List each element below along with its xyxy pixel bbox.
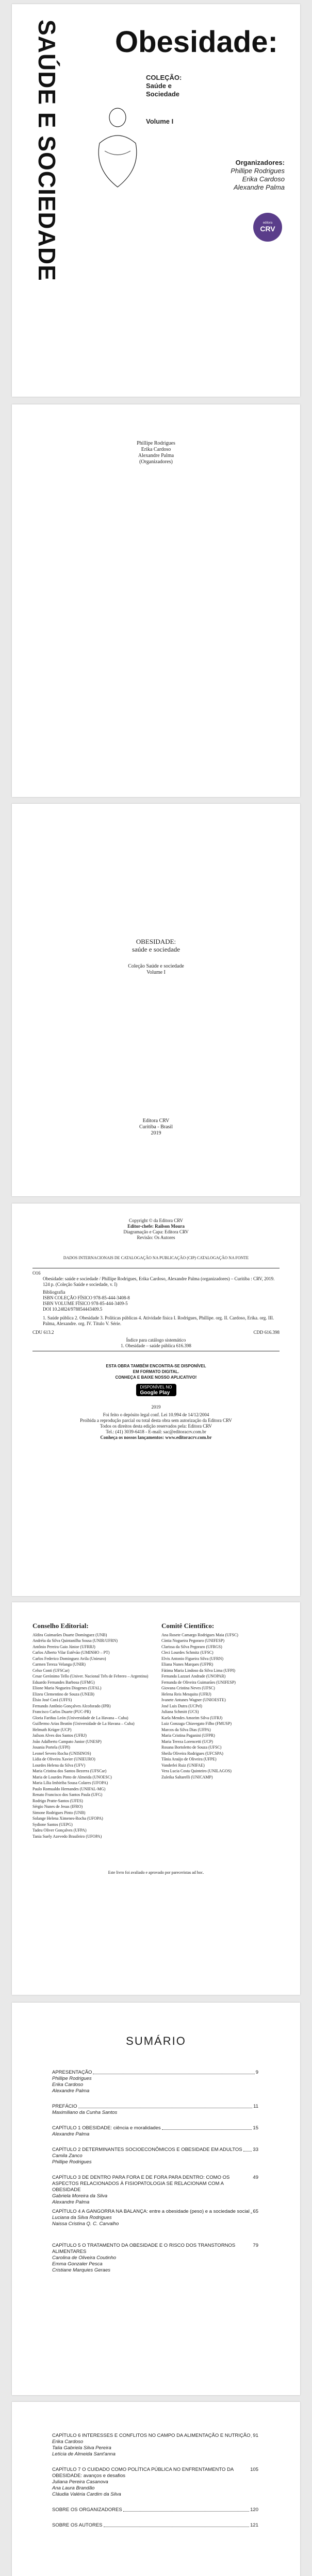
leader-dots <box>243 2147 252 2151</box>
summary-entry-author: Ana Laura Brandão <box>52 2485 95 2491</box>
org-name: Erika Cardoso <box>141 447 171 452</box>
logo-sub: editora <box>262 222 273 225</box>
org-role: (Organizadores) <box>139 459 173 465</box>
board-member: Vanderlei Ruiz (UNIFAE) <box>161 1762 205 1768</box>
leader-dots <box>251 2433 252 2437</box>
board-member: Cleci Lourdes Schmitz (UFSC) <box>161 1650 214 1655</box>
title-line: OBESIDADE: <box>136 938 176 945</box>
cover-volume: Volume I <box>146 117 174 125</box>
board-member: Gloria Fariñas León (Universidade de La Havana – Cuba) <box>32 1715 128 1720</box>
board-member: Cíntia Nogueira Pegoraro (UNIFESP) <box>161 1638 224 1643</box>
copyright-credits <box>12 1218 300 1241</box>
summary-entry-title: SOBRE OS ORGANIZADORES <box>52 2507 122 2513</box>
cover-vertical-title <box>32 20 63 380</box>
summary-entry[interactable] <box>52 2522 258 2529</box>
organizers-label: Organizadores: <box>235 159 285 166</box>
board-member: Paulo Romualdo Hernandes (UNIFAL-MG) <box>32 1786 106 1791</box>
board-member: Zuleika Saltarelli (UNICAMP) <box>161 1774 213 1780</box>
board-member: Carlos Alberto Vilar Estêvão (UMINHO – PT) <box>32 1650 110 1655</box>
board-member: Cesar Gerónimo Tello (Univer. Nacional Três de Febrero – Argentina) <box>32 1674 149 1679</box>
summary-entry-author: Alexandre Palma <box>52 2088 90 2094</box>
summary-entry[interactable] <box>52 2104 258 2116</box>
board-member: Fátima Maria Lindoso da Silva Lima (UFPI) <box>161 1668 236 1673</box>
editorial-board-title: Conselho Editorial: <box>32 1622 89 1630</box>
board-member: Josania Portela (UFPI) <box>32 1745 70 1750</box>
summary-entry-author: Gabriela Moreira da Silva <box>52 2193 108 2199</box>
organizer-name: Erika Cardoso <box>242 175 285 183</box>
organizer-name: Phillipe Rodrigues <box>231 167 285 175</box>
legal-line: Proibida a reprodução parcial ou total desta obra sem autorização da Editora CRV <box>80 1418 232 1423</box>
board-member: Luiz Gonzaga Chiavegato Filho (FMUSP) <box>161 1721 232 1726</box>
board-member: Maria Cristina Paganini (UFPR) <box>161 1733 215 1738</box>
legal-line: Tel.: (41) 3039-6418 - E-mail: sac@editoracrv.com.br <box>106 1429 206 1434</box>
ebook-notice <box>12 1363 300 1380</box>
legal-notice <box>12 1412 300 1440</box>
summary-entry-page: 105 <box>250 2467 258 2472</box>
scientific-committee-title: Comitê Científico: <box>161 1622 215 1630</box>
leader-dots <box>123 2507 249 2512</box>
half-title-names <box>12 440 300 465</box>
summary-entry-author: Cláudia Valéria Cardim da Silva <box>52 2492 121 2497</box>
ebook-line: CONHEÇA E BAIXE NOSSO APLICATIVO! <box>115 1375 197 1380</box>
board-member: Renato Francisco dos Santos Paula (UFG) <box>32 1792 103 1797</box>
summary-entry-page: 49 <box>253 2175 258 2180</box>
board-member: Elvis Antonio Figueira Silva (UFRN) <box>161 1656 223 1661</box>
board-member: Ivanete Antunes Wagner (UNIOESTE) <box>161 1698 226 1702</box>
cip-bibliography: Bibliografia <box>43 1290 65 1295</box>
org-name: Alexandre Palma <box>138 453 174 459</box>
ebook-line: EM FORMATO DIGITAL. <box>133 1369 179 1374</box>
cover-illustration <box>89 102 146 190</box>
board-member: Marcos da Silva Dias (UFPA) <box>161 1727 211 1732</box>
board-member: Elione Maria Nogueira Diogenes (UFAL) <box>32 1686 102 1690</box>
board-member: Vera Lucia Costa Quinteiro (UNILAGOS) <box>161 1769 232 1773</box>
imprint <box>12 1118 300 1137</box>
board-member: Sérgio Nunes de Jesus (IFRO) <box>32 1804 83 1809</box>
index-label: Índice para catálogo sistemático <box>126 1337 186 1343</box>
board-member: Guillermo Arias Beatón (Universidade de La Havana – Cuba) <box>32 1721 135 1726</box>
board-member: Fernanda de Oliveira Guimarães (UNIFESP) <box>161 1680 236 1685</box>
board-member: Fernanda Lazzari Andrade (UNOPAR) <box>161 1674 226 1679</box>
board-member: Eliana Nunes Marques (UFPR) <box>161 1662 214 1667</box>
summary-entry-title: CAPÍTULO 5 O TRATAMENTO DA OBESIDADE E O RISCO DOS TRANSTORNOS ALIMENTARES <box>52 2243 236 2255</box>
cip-record <box>32 1268 280 1351</box>
summary-entry-author: Letícia de Almeida Sant'anna <box>52 2451 116 2457</box>
leader-dots <box>78 2104 253 2108</box>
board-member: Maria Cristina dos Santos Bezerra (UFSCar) <box>32 1769 107 1773</box>
editorial-board-list <box>32 1632 151 1840</box>
board-member: Solange Helena Ximenes-Rocha (UFOPA) <box>32 1816 103 1821</box>
legal-line: Conheça os nossos lançamentos: www.editoracrv.com.br <box>100 1435 212 1440</box>
board-member: Fernando Antônio Gonçalves Alcoforado (IPB) <box>32 1703 111 1708</box>
city: Curitiba - Brasil <box>139 1124 173 1130</box>
board-member: Lídia de Oliveira Xavier (UNIEURO) <box>32 1757 95 1761</box>
year: 2019 <box>151 1130 161 1136</box>
summary-entry-title: CAPÍTULO 2 DETERMINANTES SOCIOECONÔMICOS E OBESIDADE EM ADULTOS <box>52 2147 242 2153</box>
cover-title: Obesidade: <box>115 25 278 59</box>
summary-entry-author: Phillipe Rodrigues <box>52 2076 92 2081</box>
cip-title: DADOS INTERNACIONAIS DE CATALOGAÇÃO NA PUBLICAÇÃO (CIP) CATALOGAÇÃO NA FONTE <box>63 1256 249 1260</box>
summary-entry-title: CAPÍTULO 6 INTERESSES E CONFLITOS NO CAMPO DA ALIMENTAÇÃO E NUTRIÇÃO <box>52 2433 251 2438</box>
summary-entry-page: 91 <box>253 2433 258 2438</box>
board-member: Andréia da Silva Quintanilha Sousa (UNIR/UFRN) <box>32 1638 118 1643</box>
cip-text: Obesidade: saúde e sociedade / Phillipe Rodrigues, Erika Cardoso, Alexandre Palma (organizadores) – Curitiba : CRV, 2019. 124 p. (Coleção Saúde e sociedade, v. I) <box>43 1276 275 1287</box>
summary-entry[interactable] <box>52 2467 258 2498</box>
board-member: João Adalberto Campato Junior (UNESP) <box>32 1739 102 1744</box>
cdu: CDU 613.2 <box>32 1330 54 1335</box>
logo-text: CRV <box>260 225 275 233</box>
board-member: Antônio Pereira Gaio Júnior (UFRRJ) <box>32 1644 95 1649</box>
summary-entry-page: 33 <box>253 2147 258 2153</box>
summary-entry[interactable] <box>52 2070 258 2094</box>
board-member: Tania Suely Azevedo Brasileiro (UFOPA) <box>32 1834 102 1839</box>
summary-entry-author: Phillipe Rodrigues <box>52 2159 92 2165</box>
cover-organizers <box>231 159 285 192</box>
summary-entry-author: Luciana da Silva Rodrigues <box>52 2215 112 2221</box>
copyright-page <box>12 1204 300 1596</box>
summary-entry-author: Camila Zanco <box>52 2153 83 2159</box>
summary-entry-author: Erika Cardoso <box>52 2082 84 2088</box>
summary-entry[interactable] <box>52 2147 258 2165</box>
summary-entry-page: 15 <box>253 2125 258 2131</box>
board-member: Sheila Oliveira Rodrigues (UFCSPA) <box>161 1751 223 1756</box>
board-member: Eduardo Fernandes Barbosa (UFMG) <box>32 1680 95 1685</box>
title-line: saúde e sociedade <box>132 945 180 953</box>
board-member: Rodrigo Pratte-Santos (UFES) <box>32 1798 83 1803</box>
summary-entry[interactable] <box>52 2175 258 2206</box>
summary-entry[interactable] <box>52 2433 258 2458</box>
credit-line: Diagramação e Capa: Editora CRV <box>123 1229 189 1234</box>
summary-entry-title: CAPÍTULO 4 A GANGORRA NA BALANÇA: entre a obesidade (peso) e a sociedade social <box>52 2209 250 2214</box>
board-member: Lourdes Helena da Silva (UFV) <box>32 1762 86 1768</box>
board-member: Helena Reis Mesquita (UFRJ) <box>161 1691 211 1697</box>
book-title <box>12 938 300 953</box>
summary-entry[interactable] <box>52 2243 258 2274</box>
leader-dots <box>93 2070 254 2074</box>
board-member: Francisco Carlos Duarte (PUC-PR) <box>32 1709 91 1714</box>
board-member: Tadeu Oliver Gonçalves (UFPA) <box>32 1828 87 1833</box>
summary-entry-title: SOBRE OS AUTORES <box>52 2522 103 2528</box>
board-member: Helmuth Krüger (UCP) <box>32 1727 72 1732</box>
summary-entry-title: CAPÍTULO 1 OBESIDADE: ciência e moralidades <box>52 2125 161 2131</box>
collection-line: Saúde e <box>146 82 172 90</box>
summary-entry[interactable] <box>52 2125 258 2138</box>
google-play-badge[interactable] <box>136 1384 176 1396</box>
ebook-line: ESTA OBRA TAMBÉM ENCONTRA-SE DISPONÍVEL <box>106 1364 206 1368</box>
summary-entry-title: APRESENTAÇÃO <box>52 2070 92 2075</box>
publisher: Editora CRV <box>142 1118 170 1124</box>
board-member: Maria de Lourdes Pinto de Almeida (UNOESC) <box>32 1774 112 1780</box>
scientific-committee <box>161 1623 280 1780</box>
summary-entry-title: PREFÁCIO <box>52 2104 77 2109</box>
legal-line: Foi feito o depósito legal conf. Lei 10.994 de 14/12/2004 <box>103 1412 209 1417</box>
collection-name: Coleção Saúde e sociedade <box>128 963 184 969</box>
summary-entry-title: CAPÍTULO 7 O CUIDADO COMO POLÍTICA PÚBLICA NO ENFRENTAMENTO DA OBESIDADE: avanços e desafios <box>52 2467 234 2479</box>
board-member: Karla Mendes Amorim Silva (UFRJ) <box>161 1715 223 1720</box>
board-member: Tânia Araújo de Oliveira (UFPE) <box>161 1757 217 1761</box>
cdd: CDD 616.398 <box>253 1330 280 1335</box>
organizer-name: Alexandre Palma <box>234 183 285 191</box>
board-member: Celso Conti (UFSCar) <box>32 1668 70 1673</box>
summary-entry-page: 120 <box>250 2507 258 2513</box>
leader-dots <box>162 2125 252 2130</box>
board-member: Ana Rosete Camargo Rodrigues Maia (UFSC) <box>161 1632 238 1637</box>
cip-code: O16 <box>32 1270 41 1276</box>
collection-label <box>146 74 182 98</box>
summary-entry-page: 65 <box>253 2209 258 2214</box>
volume-name: Volume I <box>146 970 166 975</box>
credit-line: Copyright © da Editora CRV <box>128 1218 184 1223</box>
credit-line: Editor-chefe: Railson Moura <box>127 1224 185 1229</box>
summary-entry-page: 11 <box>253 2104 258 2109</box>
credit-line: Revisão: Os Autores <box>137 1235 175 1240</box>
summary-entry-author: Alexandre Palma <box>52 2131 90 2137</box>
leader-dots <box>104 2522 250 2527</box>
board-member: Jailson Alves dos Santos (UFRJ) <box>32 1733 87 1738</box>
summary-entry-author: Alexandre Palma <box>52 2199 90 2205</box>
doi: DOI 10.24824/978854443409.5 <box>43 1307 103 1312</box>
board-member: José Luis Dutra (UCPel) <box>161 1703 202 1708</box>
summary-page <box>12 2003 300 2395</box>
summary-entry-author: Cristiane Marquies Geraes <box>52 2267 110 2273</box>
peer-review-note: Este livro foi avaliado e aprovado por pareceristas ad hoc. <box>108 1870 204 1875</box>
google-play-badge-wrap <box>12 1384 300 1396</box>
store-top: DISPONÍVEL NO <box>140 1385 172 1389</box>
board-member: Clarissa da Silva Pegoraro (UFRGS) <box>161 1644 222 1649</box>
board-member: Aldira Guimarães Duarte Domínguez (UNB) <box>32 1632 107 1637</box>
isbn: ISBN VOLUME FÍSICO 978-85-444-3409-5 <box>43 1301 128 1306</box>
isbn: ISBN COLEÇÃO FÍSICO 978-85-444-3408-8 <box>43 1295 130 1300</box>
board-member: Simone Rodrigues Pinto (UNB) <box>32 1810 86 1815</box>
summary-entry[interactable] <box>52 2507 258 2513</box>
board-member: Giovana Cristina Neves (UFSC) <box>161 1686 215 1690</box>
legal-line: Todos os direitos desta edição reservados pela: Editora CRV <box>100 1423 212 1429</box>
summary-entry[interactable] <box>52 2209 258 2227</box>
board-member: Carlos Federico Dominguez Avila (Unieuro) <box>32 1656 106 1661</box>
org-name: Phillipe Rodrigues <box>137 440 175 446</box>
vertical-title-text: SAÚDE E SOCIEDADE <box>34 20 60 281</box>
board-member: Élsio José Corá (UFFS) <box>32 1698 72 1702</box>
summary-entry-author: Talia Gabriela Silva Pereira <box>52 2445 111 2451</box>
summary-title: SUMÁRIO <box>126 2035 186 2047</box>
summary-entry-page: 9 <box>255 2070 258 2075</box>
editorial-board <box>32 1623 151 1839</box>
collection-line: Sociedade <box>146 90 180 98</box>
crv-logo <box>253 213 282 242</box>
summary-entry-author: Erika Cardoso <box>52 2439 84 2445</box>
summary-entry-page: 121 <box>250 2522 258 2528</box>
collection-line: COLEÇÃO: <box>146 74 182 81</box>
scientific-committee-list <box>161 1632 280 1781</box>
summary-entry-author: Emma Gonzaler Pesca <box>52 2261 103 2267</box>
summary-entry-author: Carolina de Oliveira Coutinho <box>52 2255 117 2261</box>
board-member: Maria Lília Imbiriba Sousa Colares (UFOPA) <box>32 1781 108 1785</box>
board-member: Juliana Schmitt (UCS) <box>161 1709 199 1714</box>
board-member: Carmen Tereza Velanga (UNIR) <box>32 1662 86 1667</box>
board-member: Maria Tereza Lorencetti (UCP) <box>161 1739 213 1744</box>
council-page <box>12 1602 300 1995</box>
copyright-year: 2019 <box>151 1404 161 1410</box>
cip-subjects: 1. Saúde pública 2. Obesidade 3. Políticas públicas 4. Atividade física I. Rodrigues, Phillipe. org. II. Cardoso, Erika. org. III. Palma, Alexandre. org. IV. Título V. Série. <box>43 1315 274 1326</box>
summary-entry-author: Maximiliano da Cunha Santos <box>52 2110 118 2115</box>
summary-entry-page: 79 <box>253 2243 258 2248</box>
summary-entry-author: Naissa Cristina Q. C. Carvalho <box>52 2221 119 2227</box>
board-member: Elizeu Clementino de Souza (UNEB) <box>32 1691 94 1697</box>
cover-page <box>12 4 300 397</box>
index-item: 1. Obesidade – saúde pública 616.398 <box>121 1343 191 1348</box>
board-member: Sydione Santos (UEPG) <box>32 1822 73 1827</box>
leader-dots <box>251 2209 252 2213</box>
summary-page-2 <box>12 2402 300 2576</box>
title-page <box>12 804 300 1196</box>
store-name: Google Play <box>140 1390 170 1396</box>
board-member: Rosana Bortoletto de Souza (UFSC) <box>161 1745 222 1750</box>
collection-info <box>12 963 300 976</box>
summary-entry-author: Juliana Pereira Casanova <box>52 2479 108 2485</box>
half-title-page <box>12 404 300 797</box>
summary-entry-title: CAPÍTULO 3 DE DENTRO PARA FORA E DE FORA PARA DENTRO: COMO OS ASPECTOS RELACIONADOS À FISIOPATOLOGIA SE RELACIONAM COM A OBESIDADE <box>52 2175 230 2193</box>
board-member: Leonel Severo Rocha (UNISINOS) <box>32 1751 91 1756</box>
